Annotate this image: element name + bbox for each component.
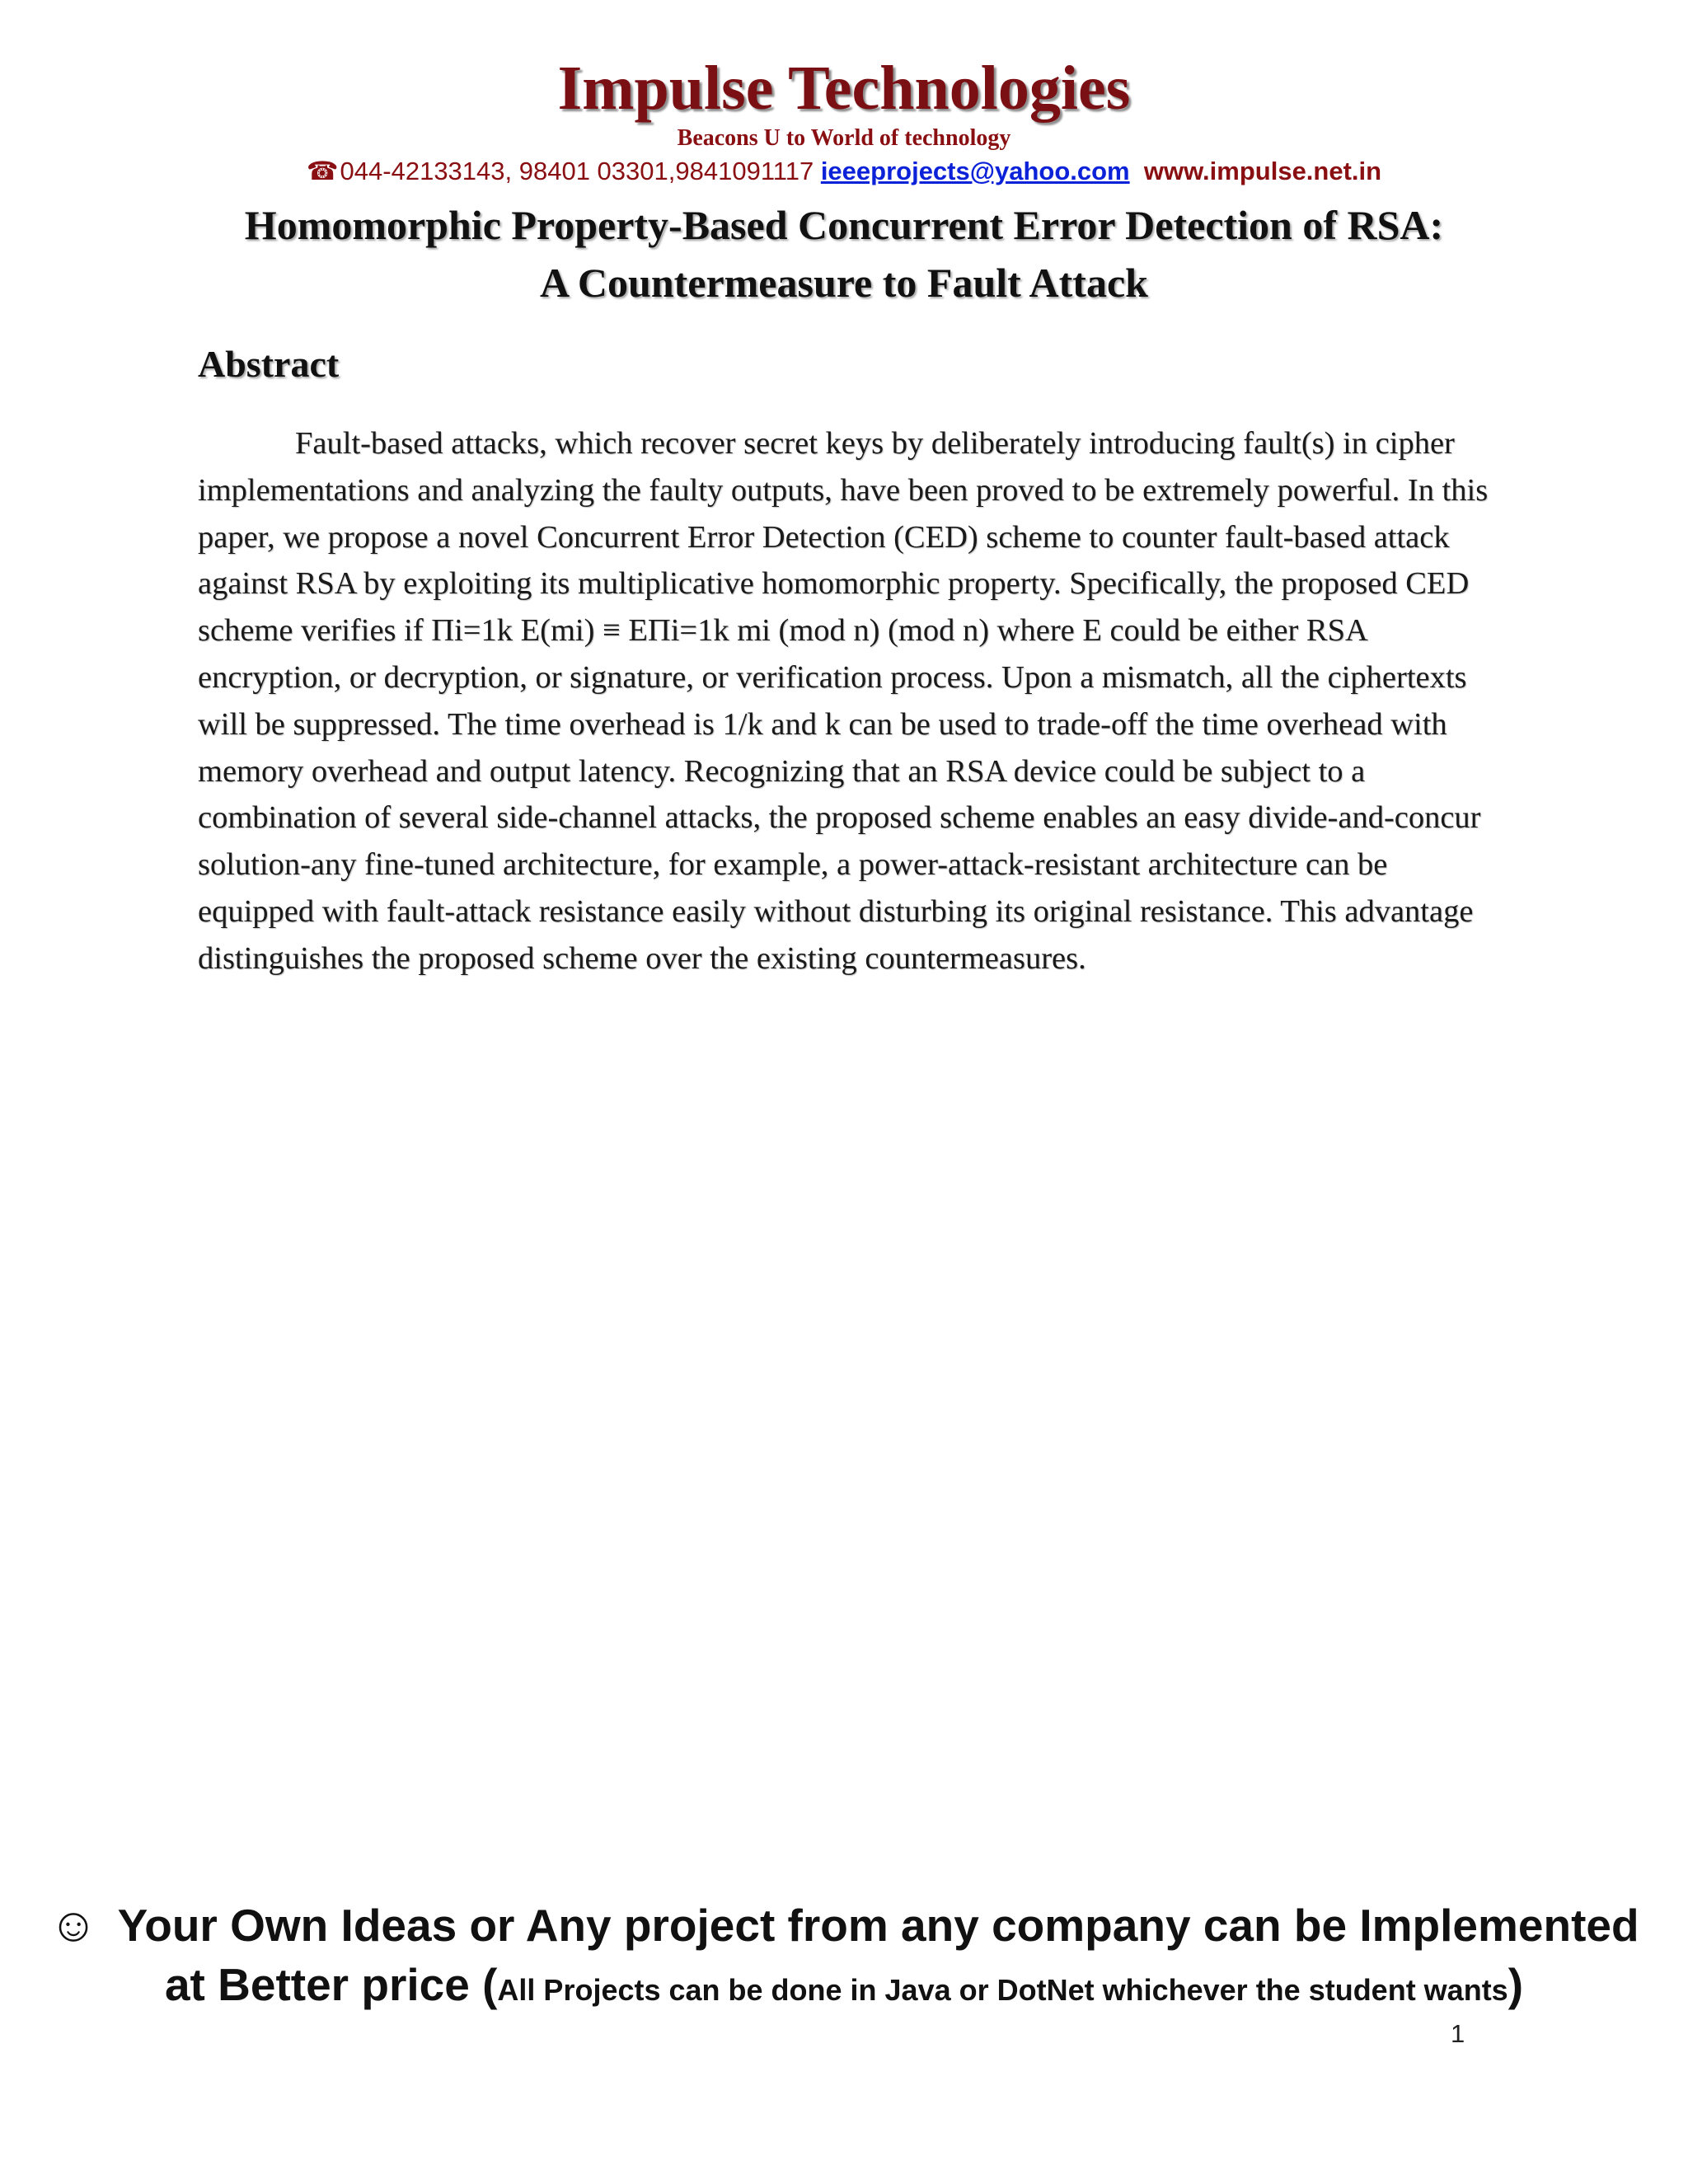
- promo-small-text: All Projects can be done in Java or DotNet whichever the student wants: [497, 1973, 1508, 2007]
- title-line-2: A Countermeasure to Fault Attack: [540, 260, 1148, 306]
- promo-line-2: [0, 1955, 1688, 2020]
- telephone-icon: ☎: [306, 157, 339, 185]
- promo-line-1: [0, 1896, 1688, 1955]
- document-title: [124, 196, 1564, 312]
- company-name: Impulse Technologies: [557, 54, 1131, 123]
- promo-paren-close: ): [1507, 1959, 1524, 2010]
- abstract-paragraph: Fault-based attacks, which recover secret keys by deliberately introducing fault(s) in cipher implementations and analyzing the faulty outputs, have been proved to be extremely powerful. In this paper, we propose a novel Concurrent Error Detection (CED) scheme to counter fault-based attack against RSA by exploiting its multiplicative homomorphic property. Specifically, the proposed CED scheme verifies if Πi=1k E(mi) ≡ EΠi=1k mi (mod n) (mod n) where E could be either RSA encryption, or decryption, or signature, or verification process. Upon a mismatch, all the ciphertexts will be suppressed. The time overhead is 1/k and k can be used to trade-off the time overhead with memory overhead and output latency. Recognizing that an RSA device could be subject to a combination of several side-channel attacks, the proposed scheme enables an easy divide-and-concur solution-any fine-tuned architecture, for example, a power-attack-resistant architecture can be equipped with fault-attack resistance easily without disturbing its original resistance. This advantage distinguishes the proposed scheme over the existing countermeasures.: [198, 426, 1489, 976]
- page-number: 1: [1451, 2019, 1465, 2048]
- promo-banner: [0, 1896, 1688, 2020]
- promo-paren-open: (: [482, 1959, 498, 2010]
- abstract-heading: Abstract: [198, 343, 340, 385]
- promo-text-2: at Better price: [164, 1959, 470, 2010]
- website-text: www.impulse.net.in: [1143, 157, 1382, 185]
- title-line-1: Homomorphic Property-Based Concurrent Error Detection of RSA:: [244, 202, 1444, 248]
- contact-line: [0, 155, 1688, 188]
- company-tagline: Beacons U to World of technology: [677, 125, 1011, 151]
- email-link[interactable]: ieeeprojects@yahoo.com: [820, 157, 1130, 185]
- promo-text-1: Your Own Ideas or Any project from any company can be Implemented: [117, 1900, 1639, 1951]
- smiley-icon: ☺: [49, 1898, 98, 1952]
- phone-numbers: 044-42133143, 98401 03301,9841091117: [340, 157, 814, 185]
